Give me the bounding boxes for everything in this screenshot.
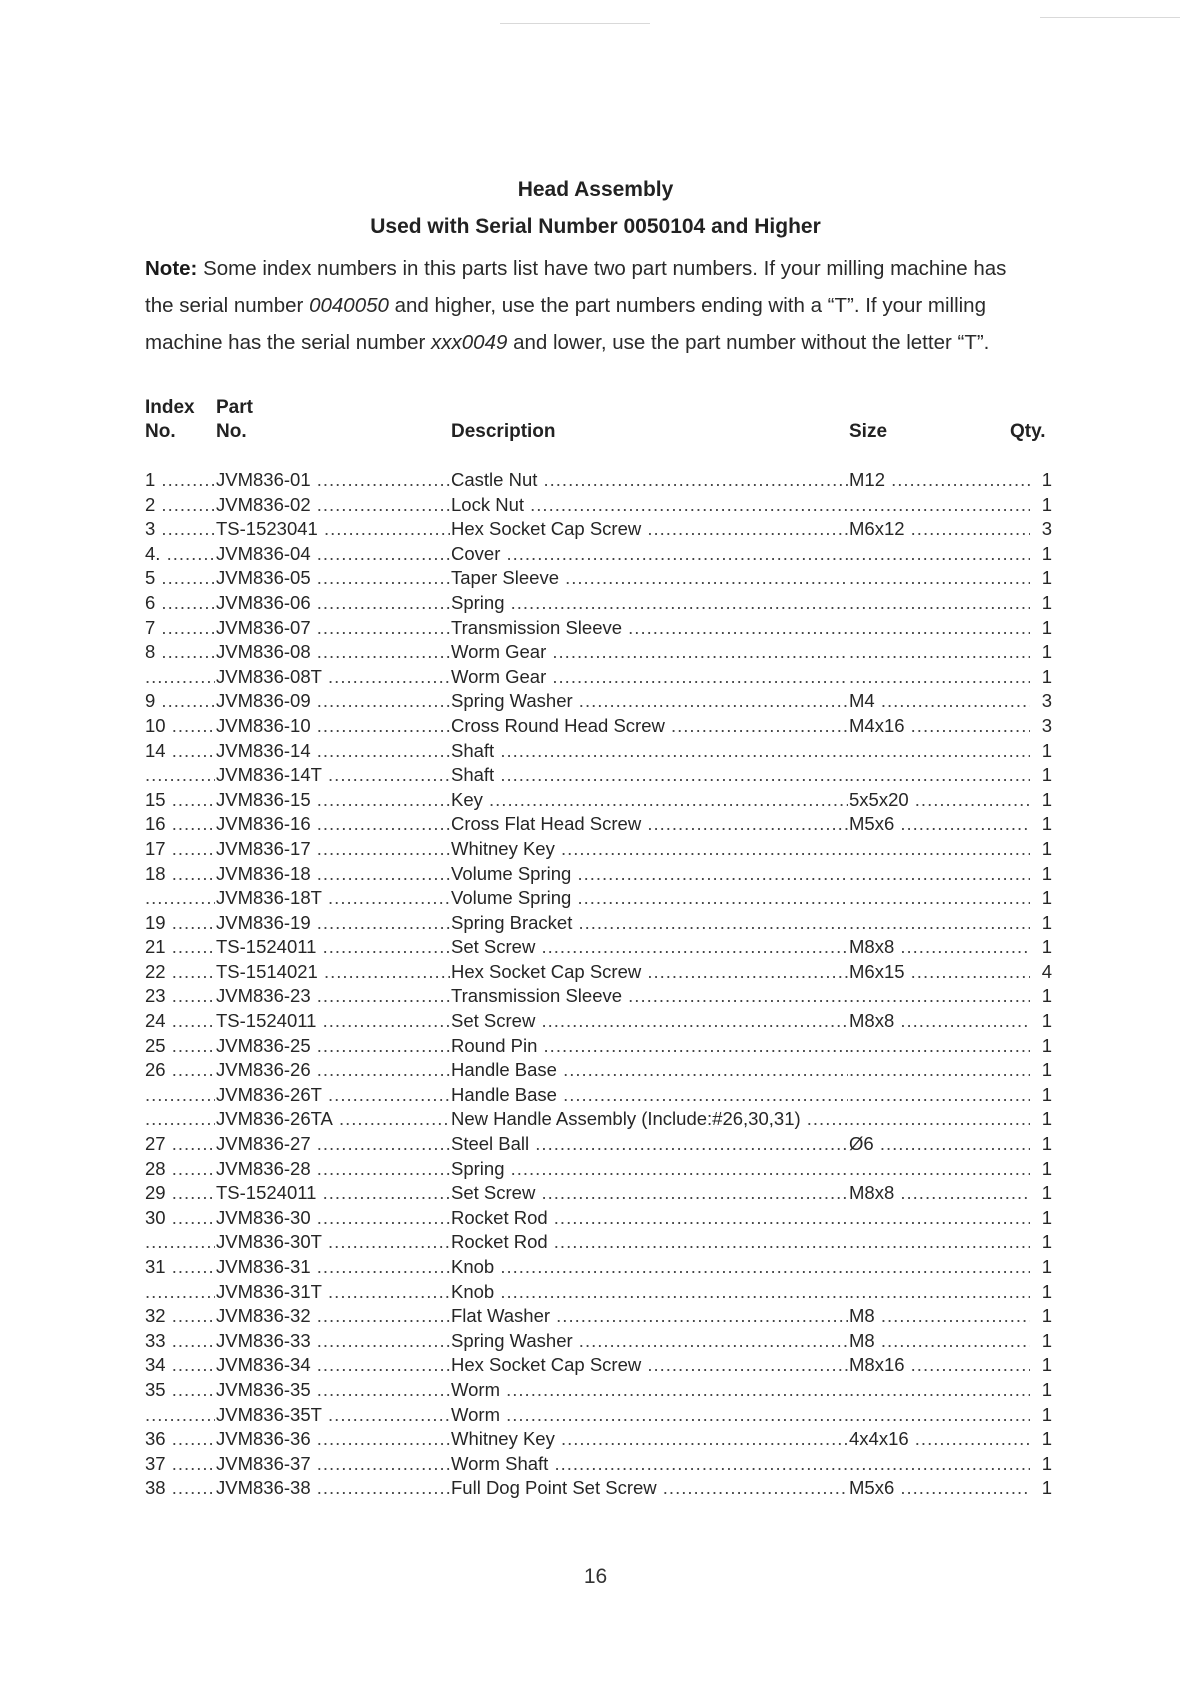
qty-cell: 1 [1030, 1280, 1052, 1304]
part-number-cell: TS-1524011 ..... [216, 935, 450, 959]
description-cell: Rocket Rod ..... [451, 1230, 848, 1254]
note-line-2a: the serial number [145, 294, 310, 317]
size-cell [849, 566, 1030, 590]
qty-cell: 1 [1030, 1353, 1052, 1377]
index-cell: 3 ..... [145, 517, 215, 541]
part-number-cell: JVM836-06 ..... [216, 591, 450, 615]
qty-cell: 1 [1030, 640, 1052, 664]
part-number-cell: JVM836-31T ..... [216, 1280, 450, 1304]
size-cell [849, 984, 1030, 1008]
table-row [0, 689, 1191, 714]
description-cell: Castle Nut ..... [451, 468, 848, 492]
index-cell: 17 ..... [145, 837, 215, 861]
table-row [0, 1083, 1191, 1108]
description-cell: Set Screw ..... [451, 1009, 848, 1033]
page-subtitle: Used with Serial Number 0050104 and Higher [370, 215, 821, 238]
part-number-cell: TS-1524011 ..... [216, 1009, 450, 1033]
qty-cell: 1 [1030, 1230, 1052, 1254]
description-cell: Worm Gear ..... [451, 640, 848, 664]
index-cell: 21 ..... [145, 935, 215, 959]
part-number-cell: JVM836-35T ..... [216, 1403, 450, 1427]
size-cell: M8x8 ..... [849, 1181, 1030, 1205]
index-cell: 7 ..... [145, 616, 215, 640]
note-line-3c: and lower, use the part number without the letter “T”. [507, 331, 990, 354]
description-cell: Cover ..... [451, 542, 848, 566]
size-cell: M5x6 ..... [849, 812, 1030, 836]
table-row [0, 1427, 1191, 1452]
index-cell: 27 ..... [145, 1132, 215, 1156]
description-cell: Spring Washer ..... [451, 1329, 848, 1353]
part-number-cell: JVM836-07 ..... [216, 616, 450, 640]
index-cell: 10 ..... [145, 714, 215, 738]
index-cell [145, 1083, 215, 1107]
size-cell [849, 837, 1030, 861]
parts-table [0, 468, 1191, 1501]
size-cell: M6x15 ..... [849, 960, 1030, 984]
table-row [0, 788, 1191, 813]
index-cell: 14 ..... [145, 739, 215, 763]
table-row [0, 1353, 1191, 1378]
index-cell: 26 ..... [145, 1058, 215, 1082]
part-number-cell: JVM836-25 ..... [216, 1034, 450, 1058]
index-cell: 36 ..... [145, 1427, 215, 1451]
table-row [0, 1132, 1191, 1157]
qty-cell: 1 [1030, 1378, 1052, 1402]
description-cell: Volume Spring ..... [451, 862, 848, 886]
size-cell [849, 1034, 1030, 1058]
part-number-cell: JVM836-18T ..... [216, 886, 450, 910]
qty-cell: 1 [1030, 788, 1052, 812]
qty-cell: 1 [1030, 493, 1052, 517]
index-cell [145, 1403, 215, 1427]
table-row [0, 1230, 1191, 1255]
qty-cell: 1 [1030, 542, 1052, 566]
table-row [0, 960, 1191, 985]
description-cell: Shaft ..... [451, 763, 848, 787]
part-number-cell: JVM836-05 ..... [216, 566, 450, 590]
note-paragraph [145, 250, 1045, 361]
qty-cell: 1 [1030, 739, 1052, 763]
qty-cell: 1 [1030, 1083, 1052, 1107]
index-cell: 9 ..... [145, 689, 215, 713]
table-row [0, 1329, 1191, 1354]
index-cell: 29 ..... [145, 1181, 215, 1205]
size-cell [849, 493, 1030, 517]
table-row [0, 1206, 1191, 1231]
table-row [0, 1181, 1191, 1206]
table-row [0, 1452, 1191, 1477]
index-cell: 31 ..... [145, 1255, 215, 1279]
scan-artifact [1040, 17, 1180, 18]
size-cell [849, 665, 1030, 689]
index-cell: 6 ..... [145, 591, 215, 615]
description-cell: Whitney Key ..... [451, 1427, 848, 1451]
size-cell: M6x12 ..... [849, 517, 1030, 541]
description-cell: Lock Nut ..... [451, 493, 848, 517]
size-cell: 5x5x20 ..... [849, 788, 1030, 812]
part-number-cell: JVM836-10 ..... [216, 714, 450, 738]
qty-cell: 1 [1030, 1403, 1052, 1427]
table-row [0, 591, 1191, 616]
qty-cell: 1 [1030, 862, 1052, 886]
header-part-top: Part [216, 397, 253, 418]
table-row [0, 1157, 1191, 1182]
index-cell: 23 ..... [145, 984, 215, 1008]
qty-cell: 1 [1030, 591, 1052, 615]
size-cell: M4x16 ..... [849, 714, 1030, 738]
scan-artifact [500, 23, 650, 24]
index-cell [145, 763, 215, 787]
part-number-cell: JVM836-04 ..... [216, 542, 450, 566]
index-cell: 4. ..... [145, 542, 215, 566]
description-cell: Knob ..... [451, 1255, 848, 1279]
qty-cell: 3 [1030, 689, 1052, 713]
size-cell [849, 862, 1030, 886]
part-number-cell: JVM836-35 ..... [216, 1378, 450, 1402]
description-cell: Spring ..... [451, 1157, 848, 1181]
qty-cell: 1 [1030, 1009, 1052, 1033]
table-row [0, 1034, 1191, 1059]
part-number-cell: JVM836-34 ..... [216, 1353, 450, 1377]
qty-cell: 1 [1030, 1058, 1052, 1082]
table-row [0, 616, 1191, 641]
page-title: Head Assembly [517, 178, 674, 201]
size-cell [849, 1378, 1030, 1402]
index-cell: 35 ..... [145, 1378, 215, 1402]
part-number-cell: JVM836-19 ..... [216, 911, 450, 935]
table-row [0, 1058, 1191, 1083]
table-row [0, 935, 1191, 960]
index-cell: 38 ..... [145, 1476, 215, 1500]
index-cell: 25 ..... [145, 1034, 215, 1058]
table-row [0, 1255, 1191, 1280]
table-row [0, 1378, 1191, 1403]
note-serial-high: 0040050 [309, 294, 389, 317]
qty-cell: 1 [1030, 1329, 1052, 1353]
part-number-cell: JVM836-26 ..... [216, 1058, 450, 1082]
size-cell [849, 1255, 1030, 1279]
qty-cell: 4 [1030, 960, 1052, 984]
part-number-cell: JVM836-17 ..... [216, 837, 450, 861]
part-number-cell: JVM836-18 ..... [216, 862, 450, 886]
part-number-cell: JVM836-27 ..... [216, 1132, 450, 1156]
qty-cell: 1 [1030, 911, 1052, 935]
part-number-cell: JVM836-31 ..... [216, 1255, 450, 1279]
size-cell [849, 763, 1030, 787]
part-number-cell: JVM836-15 ..... [216, 788, 450, 812]
description-cell: Knob ..... [451, 1280, 848, 1304]
description-cell: Hex Socket Cap Screw ..... [451, 960, 848, 984]
qty-cell: 1 [1030, 763, 1052, 787]
part-number-cell: JVM836-37 ..... [216, 1452, 450, 1476]
header-qty: Qty. [1010, 421, 1046, 442]
description-cell: Key ..... [451, 788, 848, 812]
index-cell: 32 ..... [145, 1304, 215, 1328]
qty-cell: 1 [1030, 1427, 1052, 1451]
description-cell: Volume Spring ..... [451, 886, 848, 910]
table-row [0, 1280, 1191, 1305]
size-cell: M4 ..... [849, 689, 1030, 713]
description-cell: Set Screw ..... [451, 1181, 848, 1205]
qty-cell: 1 [1030, 1107, 1052, 1131]
header-part-bottom: No. [216, 421, 247, 442]
part-number-cell: JVM836-02 ..... [216, 493, 450, 517]
size-cell: M5x6 ..... [849, 1476, 1030, 1500]
qty-cell: 1 [1030, 616, 1052, 640]
qty-cell: 1 [1030, 837, 1052, 861]
index-cell: 1 ..... [145, 468, 215, 492]
size-cell [849, 640, 1030, 664]
index-cell: 22 ..... [145, 960, 215, 984]
page-number: 16 [583, 1565, 608, 1588]
index-cell: 37 ..... [145, 1452, 215, 1476]
part-number-cell: JVM836-30 ..... [216, 1206, 450, 1230]
note-label: Note: [145, 257, 198, 280]
part-number-cell: JVM836-30T ..... [216, 1230, 450, 1254]
size-cell [849, 1157, 1030, 1181]
description-cell: Spring ..... [451, 591, 848, 615]
table-row [0, 493, 1191, 518]
part-number-cell: JVM836-14T ..... [216, 763, 450, 787]
part-number-cell: JVM836-33 ..... [216, 1329, 450, 1353]
size-cell [849, 1083, 1030, 1107]
size-cell [849, 1452, 1030, 1476]
part-number-cell: JVM836-32 ..... [216, 1304, 450, 1328]
index-cell: 8 ..... [145, 640, 215, 664]
size-cell [849, 1107, 1030, 1131]
qty-cell: 3 [1030, 714, 1052, 738]
description-cell: Whitney Key ..... [451, 837, 848, 861]
qty-cell: 3 [1030, 517, 1052, 541]
size-cell [849, 1403, 1030, 1427]
qty-cell: 1 [1030, 1132, 1052, 1156]
part-number-cell: JVM836-36 ..... [216, 1427, 450, 1451]
header-index-top: Index [145, 397, 195, 418]
qty-cell: 1 [1030, 984, 1052, 1008]
description-cell: Cross Flat Head Screw ..... [451, 812, 848, 836]
index-cell: 34 ..... [145, 1353, 215, 1377]
table-row [0, 714, 1191, 739]
table-row [0, 911, 1191, 936]
description-cell: Hex Socket Cap Screw ..... [451, 517, 848, 541]
description-cell: Handle Base ..... [451, 1058, 848, 1082]
index-cell: 16 ..... [145, 812, 215, 836]
qty-cell: 1 [1030, 1157, 1052, 1181]
table-row [0, 1403, 1191, 1428]
index-cell: 18 ..... [145, 862, 215, 886]
description-cell: Shaft ..... [451, 739, 848, 763]
part-number-cell: TS-1514021 ..... [216, 960, 450, 984]
part-number-cell: JVM836-01 ..... [216, 468, 450, 492]
description-cell: Worm Gear ..... [451, 665, 848, 689]
qty-cell: 1 [1030, 1476, 1052, 1500]
description-cell: Cross Round Head Screw ..... [451, 714, 848, 738]
description-cell: Spring Bracket ..... [451, 911, 848, 935]
qty-cell: 1 [1030, 1206, 1052, 1230]
description-cell: Worm Shaft ..... [451, 1452, 848, 1476]
table-row [0, 517, 1191, 542]
description-cell: Round Pin ..... [451, 1034, 848, 1058]
size-cell [849, 886, 1030, 910]
table-row [0, 862, 1191, 887]
qty-cell: 1 [1030, 1181, 1052, 1205]
index-cell: 30 ..... [145, 1206, 215, 1230]
size-cell [849, 1230, 1030, 1254]
note-line-2c: and higher, use the part numbers ending with a “T”. If your milling [388, 294, 986, 317]
part-number-cell: JVM836-26TA ..... [216, 1107, 450, 1131]
size-cell: M8x8 ..... [849, 935, 1030, 959]
description-cell: Hex Socket Cap Screw ..... [451, 1353, 848, 1377]
table-row [0, 542, 1191, 567]
index-cell: 33 ..... [145, 1329, 215, 1353]
size-cell [849, 739, 1030, 763]
qty-cell: 1 [1030, 1034, 1052, 1058]
index-cell: 24 ..... [145, 1009, 215, 1033]
qty-cell: 1 [1030, 1304, 1052, 1328]
part-number-cell: JVM836-26T ..... [216, 1083, 450, 1107]
header-index-bottom: No. [145, 421, 176, 442]
header-size: Size [849, 421, 888, 442]
qty-cell: 1 [1030, 468, 1052, 492]
description-cell: Spring Washer ..... [451, 689, 848, 713]
table-row [0, 739, 1191, 764]
description-cell: Transmission Sleeve ..... [451, 984, 848, 1008]
index-cell: 5 ..... [145, 566, 215, 590]
description-cell: New Handle Assembly (Include:#26,30,31) ..... [451, 1107, 848, 1131]
note-line-3a: machine has the serial number [145, 331, 432, 354]
size-cell: M8 ..... [849, 1304, 1030, 1328]
qty-cell: 1 [1030, 1255, 1052, 1279]
qty-cell: 1 [1030, 566, 1052, 590]
table-row [0, 837, 1191, 862]
size-cell: M8x16 ..... [849, 1353, 1030, 1377]
size-cell: M8 ..... [849, 1329, 1030, 1353]
table-row [0, 1304, 1191, 1329]
size-cell [849, 616, 1030, 640]
index-cell [145, 665, 215, 689]
table-row [0, 1107, 1191, 1132]
size-cell: M12 ..... [849, 468, 1030, 492]
part-number-cell: JVM836-09 ..... [216, 689, 450, 713]
note-serial-low: xxx0049 [431, 331, 508, 354]
size-cell: 4x4x16 ..... [849, 1427, 1030, 1451]
qty-cell: 1 [1030, 665, 1052, 689]
table-row [0, 566, 1191, 591]
part-number-cell: TS-1523041 ..... [216, 517, 450, 541]
qty-cell: 1 [1030, 812, 1052, 836]
index-cell [145, 1107, 215, 1131]
table-row [0, 665, 1191, 690]
table-row [0, 1476, 1191, 1501]
description-cell: Transmission Sleeve ..... [451, 616, 848, 640]
table-row [0, 984, 1191, 1009]
description-cell: Full Dog Point Set Screw ..... [451, 1476, 848, 1500]
index-cell: 19 ..... [145, 911, 215, 935]
size-cell [849, 1280, 1030, 1304]
size-cell [849, 1058, 1030, 1082]
note-line-1: Some index numbers in this parts list have two part numbers. If your milling machine has [203, 257, 1007, 280]
qty-cell: 1 [1030, 1452, 1052, 1476]
index-cell [145, 1280, 215, 1304]
size-cell [849, 542, 1030, 566]
size-cell [849, 591, 1030, 615]
description-cell: Handle Base ..... [451, 1083, 848, 1107]
description-cell: Taper Sleeve ..... [451, 566, 848, 590]
table-row [0, 468, 1191, 493]
part-number-cell: JVM836-14 ..... [216, 739, 450, 763]
table-row [0, 640, 1191, 665]
description-cell: Steel Ball ..... [451, 1132, 848, 1156]
part-number-cell: JVM836-23 ..... [216, 984, 450, 1008]
part-number-cell: JVM836-08T ..... [216, 665, 450, 689]
table-row [0, 763, 1191, 788]
size-cell: M8x8 ..... [849, 1009, 1030, 1033]
part-number-cell: JVM836-28 ..... [216, 1157, 450, 1181]
index-cell: 2 ..... [145, 493, 215, 517]
description-cell: Rocket Rod ..... [451, 1206, 848, 1230]
size-cell: Ø6 ..... [849, 1132, 1030, 1156]
header-description: Description [451, 421, 556, 442]
part-number-cell: JVM836-38 ..... [216, 1476, 450, 1500]
index-cell: 15 ..... [145, 788, 215, 812]
part-number-cell: JVM836-16 ..... [216, 812, 450, 836]
table-row [0, 886, 1191, 911]
table-row [0, 1009, 1191, 1034]
size-cell [849, 1206, 1030, 1230]
description-cell: Worm ..... [451, 1378, 848, 1402]
index-cell [145, 886, 215, 910]
description-cell: Set Screw ..... [451, 935, 848, 959]
description-cell: Worm ..... [451, 1403, 848, 1427]
qty-cell: 1 [1030, 886, 1052, 910]
part-number-cell: JVM836-08 ..... [216, 640, 450, 664]
size-cell [849, 911, 1030, 935]
qty-cell: 1 [1030, 935, 1052, 959]
part-number-cell: TS-1524011 ..... [216, 1181, 450, 1205]
description-cell: Flat Washer ..... [451, 1304, 848, 1328]
table-row [0, 812, 1191, 837]
index-cell: 28 ..... [145, 1157, 215, 1181]
index-cell [145, 1230, 215, 1254]
